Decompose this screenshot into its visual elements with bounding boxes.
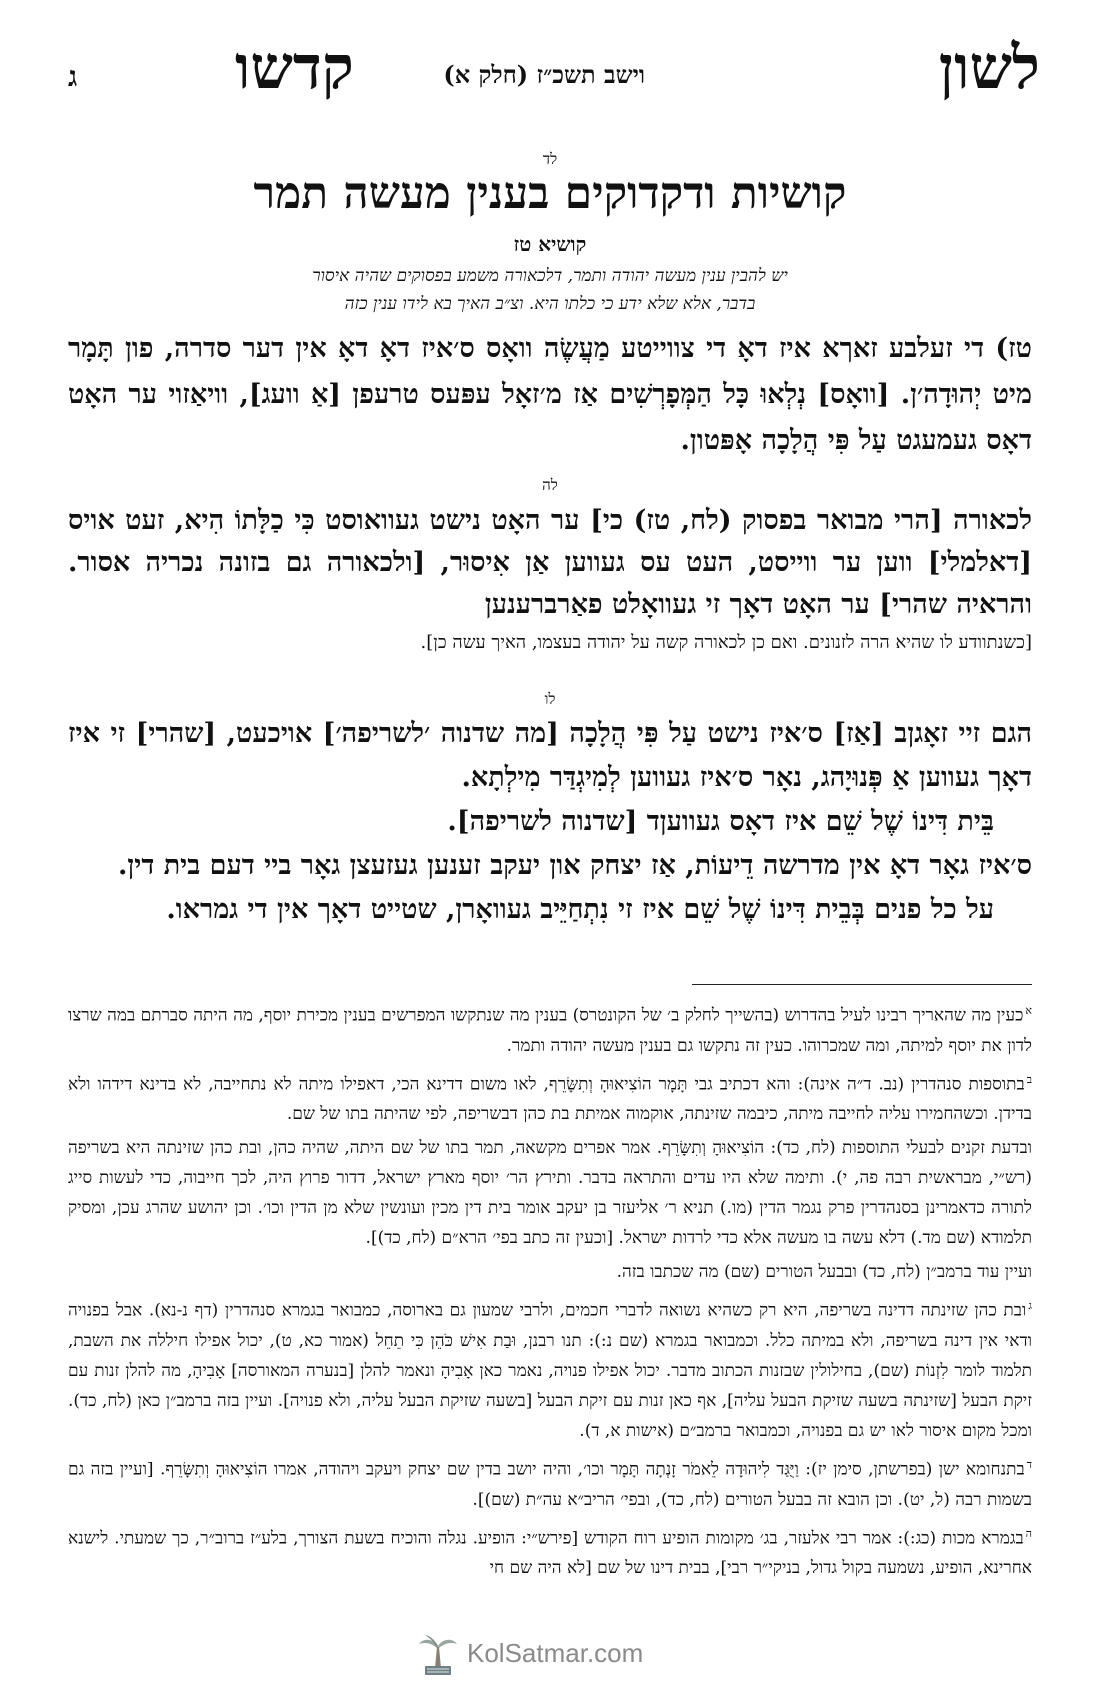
footnote-mark: ב [1026, 1072, 1032, 1086]
section-number-label: לו [544, 690, 556, 708]
footnote-separator [692, 984, 1032, 985]
footnote-text: ועיין עוד ברמב״ן (לח, כד) ובבעל הטורים (שם) מה שכתבו בזה. [616, 1262, 1032, 1283]
question-label: קושיא טז [513, 232, 587, 256]
footnote-text: ובדעת זקנים לבעלי התוספות (לח, כד): הוֹצִיאוּהָ וְתִשָּׂרֵף. אמר אפרים מקשאה, תמר בתו של שם היתה, שהיה כהן, ובת כהן שזינתה היא בשריפה (רש״י, מבראשית רבה פה, י). ותימה שלא היו עדים והתראה בדבר. ותירץ הר׳ יוסף מארץ ישראל, דדור פרוץ היה, לכך חייבוה, כדי לעשות סייג לתורה כדאמרינן בסנהדרין פרק נגמר הדין (מו.) תניא ר׳ אליעזר בן יעקב אומר בית דין מכין ועונשין שלא מן הדין וכו׳. וכן יהושע שהרג עכן, ומסיק תלמודא (שם מד.) דלא עשה בו מעשה אלא כדי לרדות ישראל. [וכעין זה כתב בפי׳ הרא״ם (לח, כד)]. [68, 1138, 1032, 1249]
footnote-mark: א [1025, 1004, 1032, 1017]
footnote [68, 1450, 1032, 1515]
footnote-text: ובת כהן שזינתה דדינה בשריפה, היא רק כשהיא נשואה לדברי חכמים, ולרבי שמעון גם בארוסה, כמבואר בגמרא סנהדרין (דף נ-נא). אבל בפנויה ודאי אין דינה בשריפה, ולא במיתה כלל. וכמבואר בגמרא (שם נ:): תנו רבנן, וּבַת אִישׁ כֹּהֵן כִּי תֵחֵל (אמור כא, ט), יכול אפילו חיללה את השבת, תלמוד לומר לִזְנוֹת (שם), בחילולין שבזנות הכתוב מדבר. יכול אפילו פנויה, נאמר כאן אָבִיהָ ונאמר להלן [בנערה המאורסה] אָבִיהָ, מה להלן זנות עם זיקת הבעל [שזינתה בשעה שזיקת הבעל עליה], אף כאן זנות עם זיקת הבעל [בשעה שזיקת הבעל עליה, ולא פנויה]. ועיין בזה ברמב״ן כאן (לח, כד). ומכל מקום איסור לאו יש גם בפנויה, וכמבואר ברמב״ם (אישות א, ד). [68, 1300, 1032, 1441]
footnote [68, 1291, 1032, 1446]
footnote-mark: ג [1028, 1299, 1032, 1313]
header-book-title-left: קדשו [235, 33, 354, 103]
page-title: קושיות ודקדוקים בענין מעשה תמר [253, 168, 847, 219]
palm-tree-logo-icon [415, 1632, 461, 1678]
footnote-text: בתוספות סנהדרין (נב. ד״ה אינה): והא דכתיב גבי תָּמָר הוֹצִיאוּהָ וְתִשָּׂרֵף, לאו משום דדינא הכי, דאפילו מיתה לא נתחייבה, לא בדינא דידהו ולא בדידן. וכשהחמירו עליה לחייבה מיתה, כיבמה שזינתה, אוקמוה אמיתת בת כהן דבשריפה, לפי שהיתה בתו של שם. [68, 1074, 1032, 1125]
paragraph: על כל פנים בְּבֵית דִּינוֹ שֶׁל שֵׁם איז זי נִתְחַיֵּיב געוואָרן, שטייט דאָך אין די גמראו. [166, 894, 994, 925]
section-34 [68, 326, 1032, 464]
section-36 [68, 712, 1032, 932]
paragraph: ס׳איז גאָר דאָ אין מדרשה דֵיעוֹת, אַז יצחק און יעקב זענען געזעצן גאָר ביי דעם בית דין. [117, 850, 1032, 881]
section-number-label: לה [542, 476, 558, 494]
section-35 [68, 500, 1032, 660]
footnote [68, 1257, 1032, 1287]
footnote [68, 1519, 1032, 1584]
footnote-mark: ה [1025, 1526, 1032, 1540]
footnote [68, 1133, 1032, 1253]
paragraph: לכאורה [הרי מבואר בפסוק (לח, טז) כי] ער האָט נישט געוואוסט כִּי כַלָּתוֹ הִיא, זעט אויס [דאלמלי] ווען ער ווייסט, העט עס געווען אַן אִיסוּר, [ולכאורה גם בזונה נכריה אסור. והראיה שהרי] ער האָט דאָך זי געוואָלט פאַרברענען [68, 505, 1032, 620]
page-number: ג [68, 60, 78, 93]
footnote-text: בגמרא מכות (כג:): אמר רבי אלעזר, בג׳ מקומות הופיע רוח הקודש [פירש״י: הופיע. נגלה והוכיח בשעת הצורך, בלע״ז ברוב״ר, כך שמעתי. לישנא אחרינא, הופיע, נשמעה בקול גדול, בניקי״ר רבי], בבית דינו של שם [לא היה שם חי [68, 1528, 1032, 1579]
header-subtitle: וישב תשכ״ז (חלק א) [443, 60, 645, 89]
watermark-text: KolSatmar.com [467, 1638, 644, 1668]
footnote-text: כעין מה שהאריך רבינו לעיל בהדרוש (בהשייך לחלק ב׳ של הקונטרס) בענין מה שנתקשו המפרשים בענין מכירת יוסף, מה היתה סברתם במה שרצו לדון את יוסף למיתה, ומה שמכרוהו. כעין זה נתקשו גם בענין מעשה יהודה ותמר. [68, 1005, 1032, 1056]
footnote-mark: ד [1026, 1457, 1032, 1471]
section-number-label: לד [542, 150, 558, 168]
footnotes [68, 996, 1032, 1587]
paragraph: בֵּית דִּינוֹ שֶׁל שֵׁם איז דאָס געוועןד [שדנוה לשריפה]. [447, 806, 994, 837]
intro-summary: יש להבין ענין מעשה יהודה ותמר, דלכאורה משמע בפסוקים שהיה איסור בדבר, אלא שלא ידע כי כלתו היא. וצ״ב האיך בא לידו ענין כזה [312, 266, 788, 314]
footnote-text: בתנחומא ישן (בפרשתן, סימן יז): וַיֻּגַּד לִיהוּדָה לֵאמֹר זָנְתָה תָּמָר וכו׳, והיה יושב בדין שם יצחק ויעקב ויהודה, אמרו הוֹצִיאוּהָ וְתִשָּׂרֵף. [ועיין בזה גם בשמות רבה (ל, יט). וכן הובא זה בבעל הטורים (לח, כד), ובפי׳ הריב״א עה״ת (שם)]. [68, 1459, 1032, 1510]
watermark [415, 1632, 665, 1682]
page-header [60, 33, 1040, 118]
footnote [68, 996, 1032, 1061]
header-book-title-right: לשון [938, 33, 1040, 103]
paragraph: הגם זיי זאָגןב [אַז] ס׳איז נישט עַל פִּי הֲלָכָה [מה שדנוה ׳לשריפה׳] אויכעט, [שהרי] זי איז דאָך געווען אַ פְּנוּיָהג, נאָר ס׳איז געווען לְמִיגְדַּר מִילְתָא. [68, 718, 1032, 793]
bracket-note: [כשנתוודע לו שהיא הרה לזנונים. ואם כן לכאורה קשה על יהודה בעצמו, האיך עשה כן]. [420, 632, 1032, 653]
footnote [68, 1065, 1032, 1130]
paragraph: טז) די זעלבע זאךא איז דאָ די צווייטע מַעֲשֶׂה וואָס ס׳איז דאָ דאָ אין דער סדרה, פון תָּמָר מיט יְהוּדָה׳ן. [וואָס] נְלְאוּ כָּל הַמְּפָרְשִׁים אַז מ׳זאָל עפּעס טרעפן [אַ וועג], וויאַזוי ער האָט דאָס געמעגט עַל פִּי הֲלָכָה אָפּטון. [68, 333, 1032, 456]
